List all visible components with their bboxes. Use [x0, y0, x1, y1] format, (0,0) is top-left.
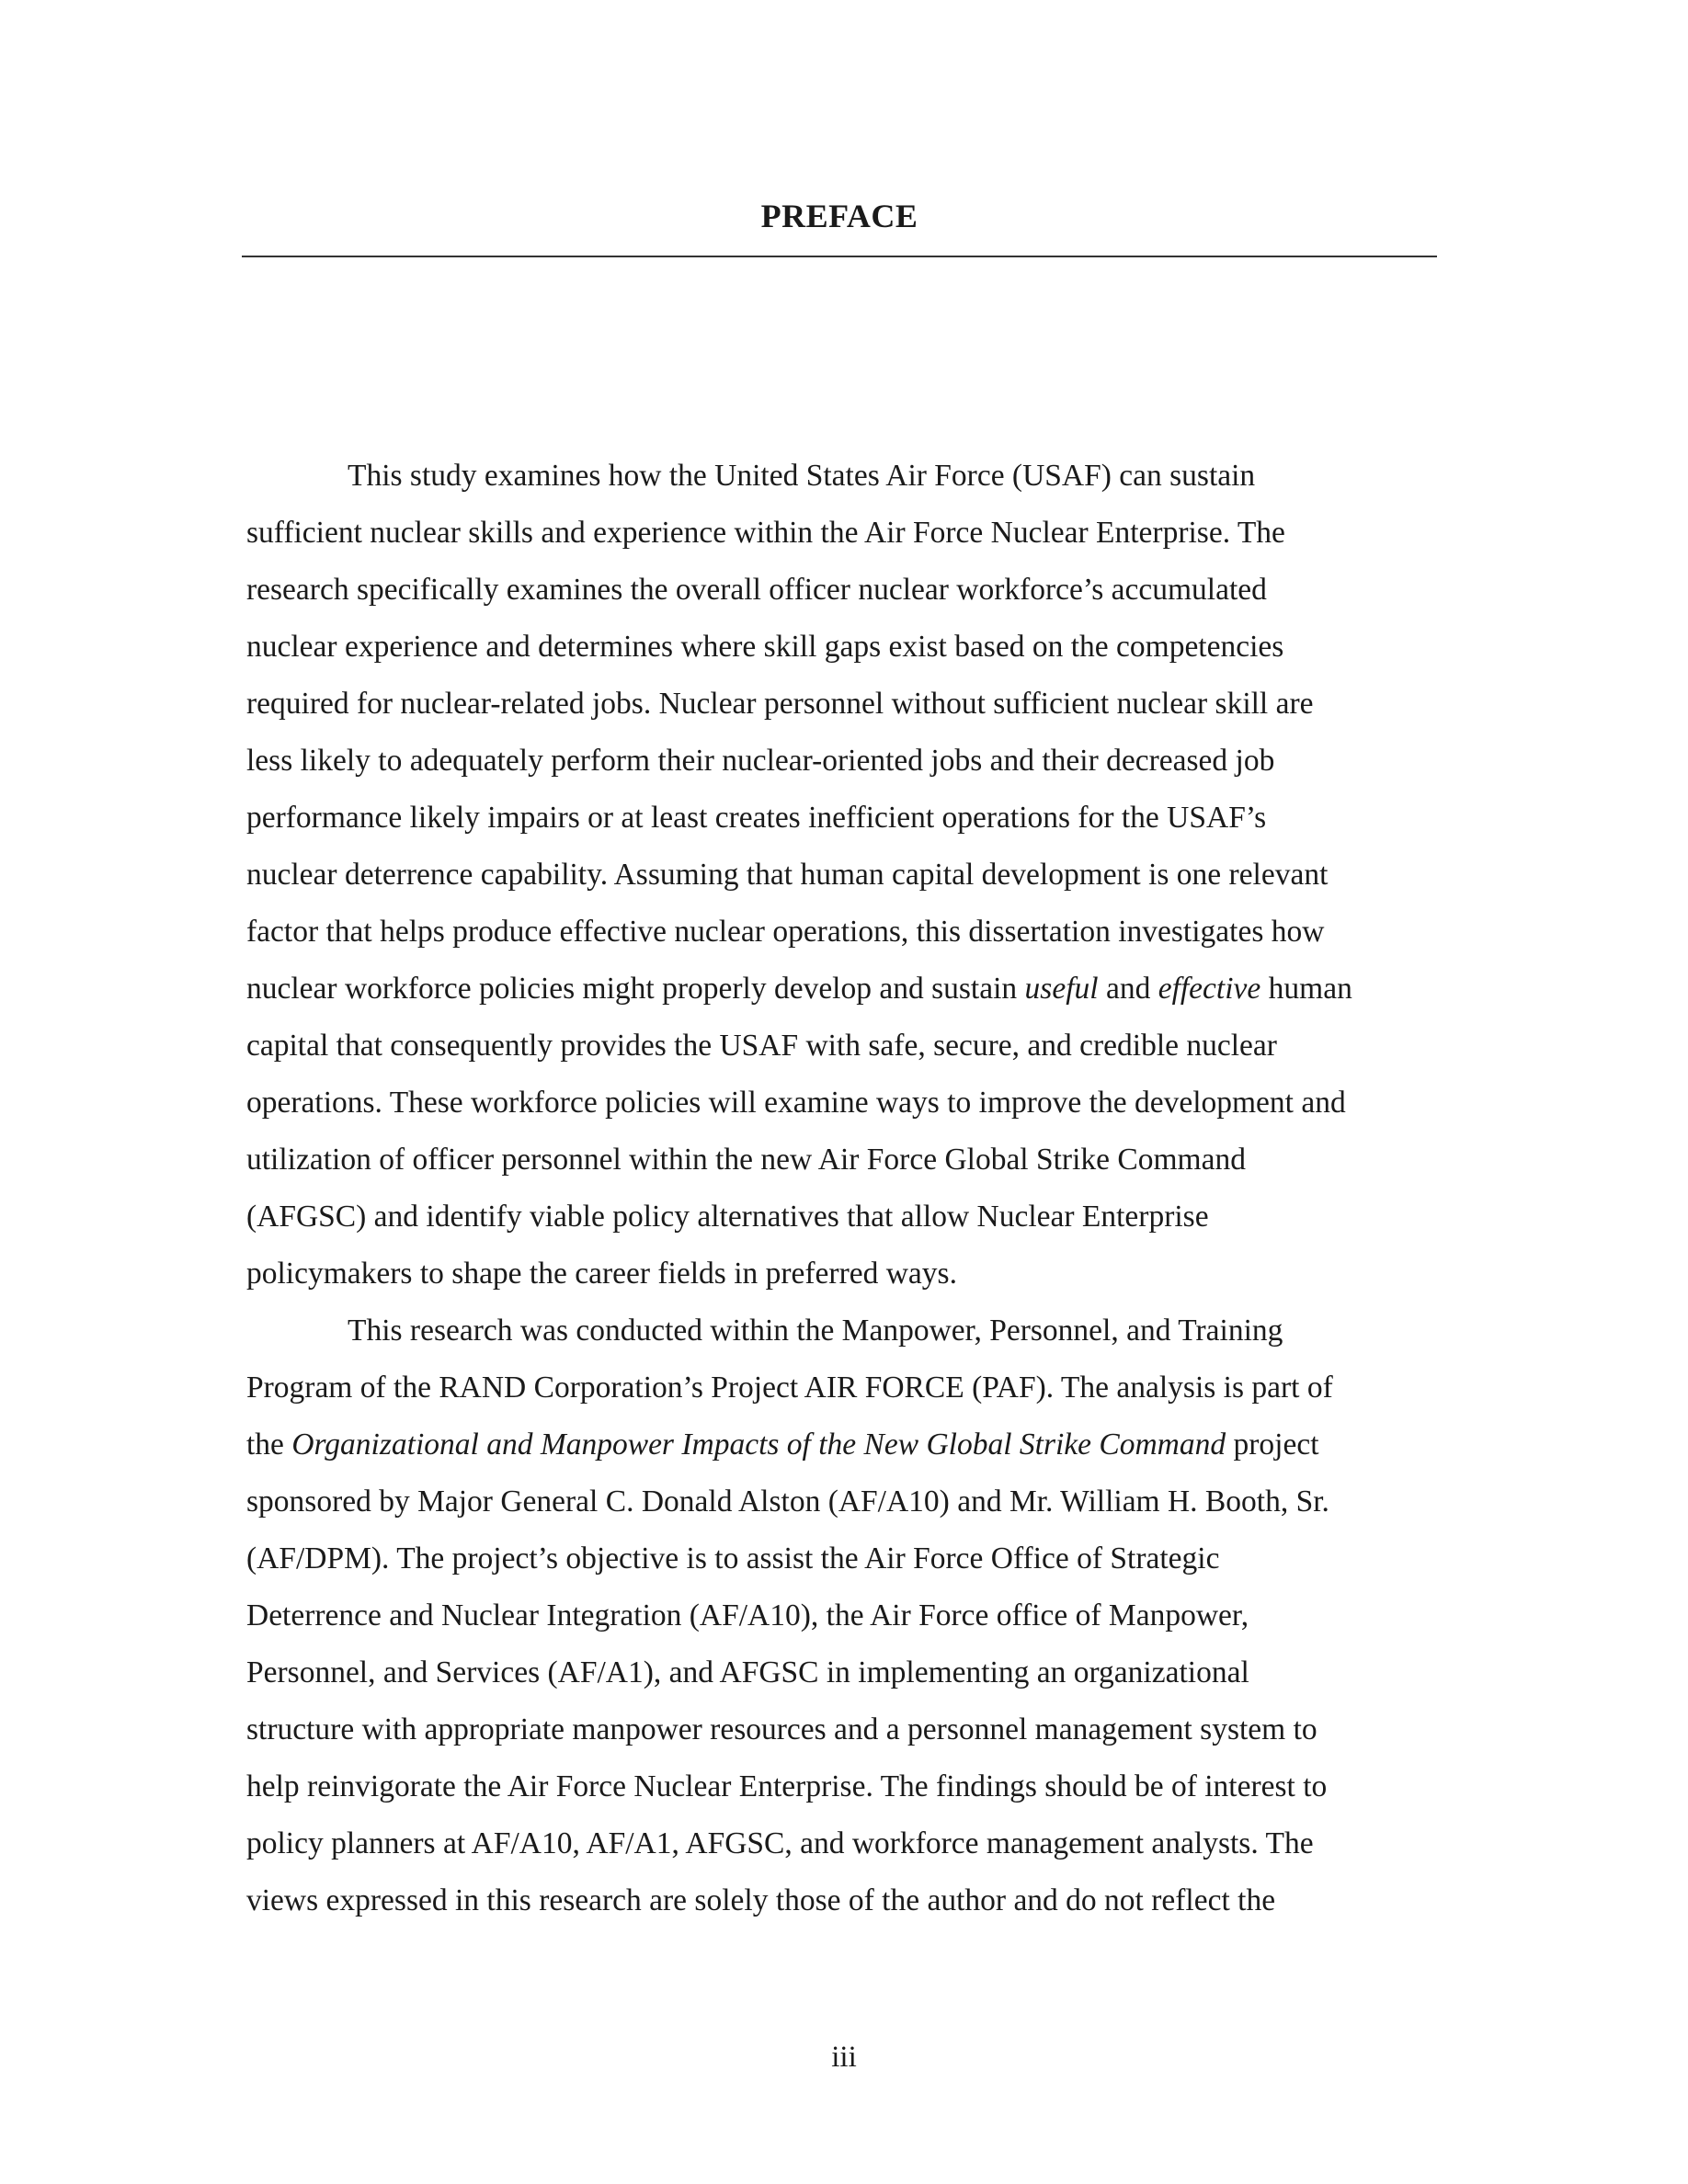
- text-line: operations. These workforce policies will examine ways to improve the development and: [246, 1086, 1346, 1120]
- text-line: performance likely impairs or at least creates inefficient operations for the USAF’s: [246, 801, 1267, 835]
- text-line: less likely to adequately perform their nuclear-oriented jobs and their decreased job: [246, 744, 1275, 778]
- text-line: (AFGSC) and identify viable policy alternatives that allow Nuclear Enterprise: [246, 1200, 1209, 1234]
- text-line: [246, 961, 1438, 1018]
- paragraph-2: [246, 1302, 1438, 1929]
- text-line: (AF/DPM). The project’s objective is to assist the Air Force Office of Strategic: [246, 1541, 1220, 1575]
- text-line: required for nuclear-related jobs. Nuclear personnel without sufficient nuclear skill are: [246, 687, 1314, 721]
- text-line: This research was conducted within the Manpower, Personnel, and Training: [348, 1314, 1283, 1348]
- text-line: nuclear experience and determines where skill gaps exist based on the competencies: [246, 630, 1284, 664]
- text-line: Program of the RAND Corporation’s Project AIR FORCE (PAF). The analysis is part of: [246, 1371, 1333, 1405]
- preface-body: [246, 448, 1438, 1929]
- text-line: policymakers to shape the career fields in preferred ways.: [246, 1257, 957, 1291]
- text-line: help reinvigorate the Air Force Nuclear Enterprise. The findings should be of interest to: [246, 1769, 1328, 1803]
- text-line: This study examines how the United States Air Force (USAF) can sustain: [348, 459, 1256, 493]
- paragraph-1: [246, 448, 1438, 1302]
- emphasis-project-title: Organizational and Manpower Impacts of the New Global Strike Command: [291, 1428, 1226, 1462]
- text-line: factor that helps produce effective nuclear operations, this dissertation investigates how: [246, 915, 1325, 949]
- text-line: capital that consequently provides the USAF with safe, secure, and credible nuclear: [246, 1029, 1277, 1063]
- text-segment: the: [246, 1428, 292, 1462]
- text-line: Deterrence and Nuclear Integration (AF/A10), the Air Force office of Manpower,: [246, 1598, 1249, 1632]
- text-line: research specifically examines the overall officer nuclear workforce’s accumulated: [246, 573, 1267, 607]
- text-segment: nuclear workforce policies might properly develop and sustain: [246, 972, 1025, 1006]
- text-line: sufficient nuclear skills and experience within the Air Force Nuclear Enterprise. The: [246, 516, 1285, 550]
- emphasis-useful: useful: [1024, 972, 1099, 1006]
- page-number: iii: [831, 2041, 857, 2074]
- text-line: sponsored by Major General C. Donald Alston (AF/A10) and Mr. William H. Booth, Sr.: [246, 1484, 1329, 1519]
- text-segment: project: [1226, 1428, 1319, 1462]
- text-line: [246, 1416, 1438, 1473]
- text-segment: and: [1098, 972, 1158, 1006]
- section-heading: PREFACE: [760, 198, 918, 234]
- text-segment: human: [1260, 972, 1352, 1006]
- heading-rule: [242, 256, 1437, 257]
- emphasis-effective: effective: [1158, 972, 1261, 1006]
- text-line: policy planners at AF/A10, AF/A1, AFGSC, and workforce management analysts. The: [246, 1826, 1314, 1860]
- text-line: Personnel, and Services (AF/A1), and AFGSC in implementing an organizational: [246, 1655, 1249, 1689]
- text-line: nuclear deterrence capability. Assuming that human capital development is one relevant: [246, 858, 1329, 892]
- text-line: utilization of officer personnel within the new Air Force Global Strike Command: [246, 1143, 1246, 1177]
- text-line: views expressed in this research are solely those of the author and do not reflect the: [246, 1883, 1276, 1917]
- text-line: structure with appropriate manpower resources and a personnel management system to: [246, 1712, 1317, 1746]
